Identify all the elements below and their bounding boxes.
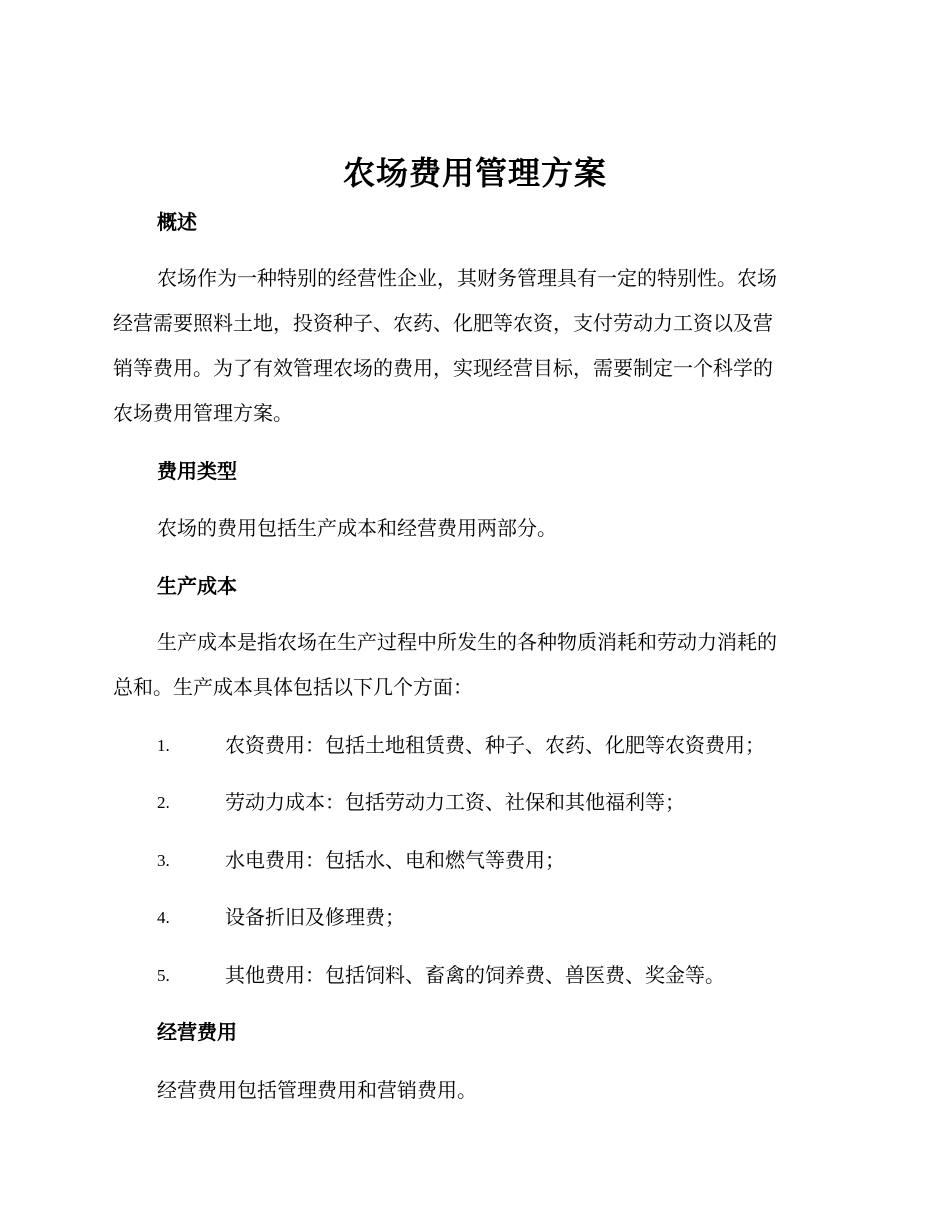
paragraph-line: 农场作为一种特别的经营性企业，其财务管理具有一定的特别性。农场: [157, 266, 777, 290]
list-number: 2.: [157, 793, 170, 812]
paragraph-line: 生产成本是指农场在生产过程中所发生的各种物质消耗和劳动力消耗的: [157, 630, 777, 654]
section-heading-operating-cost: 经营费用: [157, 1020, 237, 1044]
list-number: 1.: [157, 736, 170, 755]
list-text: 劳动力成本：包括劳动力工资、社保和其他福利等；: [225, 790, 685, 814]
list-number: 4.: [157, 908, 170, 927]
paragraph-line: 总和。生产成本具体包括以下几个方面：: [113, 675, 473, 699]
overview-paragraph: [113, 264, 837, 428]
list-number: 3.: [157, 851, 170, 870]
section-heading-production-cost: 生产成本: [157, 574, 237, 598]
list-text: 农资费用：包括土地租赁费、种子、农药、化肥等农资费用；: [225, 733, 765, 757]
list-text: 其他费用：包括饲料、畜禽的饲养费、兽医费、奖金等。: [225, 963, 725, 987]
paragraph-line: 销等费用。为了有效管理农场的费用，实现经营目标，需要制定一个科学的: [113, 356, 773, 380]
list-text: 水电费用：包括水、电和燃气等费用；: [225, 848, 565, 872]
section-heading-cost-types: 费用类型: [157, 459, 237, 483]
list-text: 设备折旧及修理费；: [225, 905, 405, 929]
paragraph-line: 经营需要照料土地，投资种子、农药、化肥等农资，支付劳动力工资以及营: [113, 311, 773, 335]
document-title: 农场费用管理方案: [342, 154, 607, 192]
section-heading-overview: 概述: [157, 210, 197, 234]
list-number: 5.: [157, 966, 170, 985]
paragraph-line: 农场费用管理方案。: [113, 401, 293, 425]
operating-cost-paragraph: 经营费用包括管理费用和营销费用。: [157, 1078, 477, 1102]
production-cost-paragraph: [113, 628, 837, 702]
cost-types-paragraph: 农场的费用包括生产成本和经营费用两部分。: [157, 516, 557, 540]
